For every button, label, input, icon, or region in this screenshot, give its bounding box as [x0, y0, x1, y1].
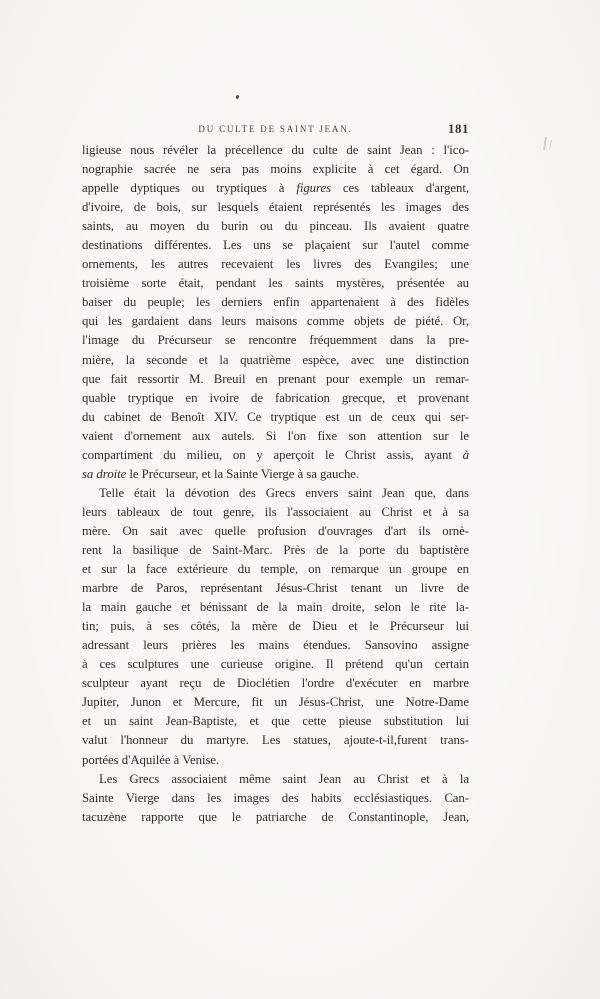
text-segment: troisième sorte était, pendant les saints mystères, présentée au — [82, 276, 469, 291]
text-line — [82, 331, 469, 350]
text-segment: Telle était la dévotion des Grecs envers saint Jean que, dans — [99, 485, 469, 500]
text-segment: nographie sacrée ne sera pas moins explicite à cet égard. On — [82, 162, 469, 177]
text-line — [82, 389, 469, 408]
text-segment: valut l'honneur du martyre. Les statues, ajoute-t-il,furent trans- — [82, 733, 469, 748]
text-segment: ces tableaux d'argent, — [331, 181, 470, 196]
text-line — [82, 617, 469, 636]
text-segment: sculpteur ayant reçu de Dioclétien l'ordre d'exécuter en marbre — [82, 676, 469, 691]
text-segment: ligieuse nous révéler la précellence du culte de saint Jean : l'ico- — [82, 143, 469, 157]
text-segment: Jupiter, Junon et Mercure, fit un Jésus-Christ, une Notre-Dame — [82, 695, 469, 710]
text-segment: mère. On sait avec quelle profusion d'ouvrages d'art ils ornè- — [82, 523, 469, 538]
text-segment: l'image du Précurseur se rencontre fréquemment dans la pre- — [82, 333, 469, 348]
text-line — [82, 808, 469, 827]
text-segment: leurs tableaux de tout genre, ils l'associaient au Christ et à sa — [82, 504, 469, 519]
scan-mark — [543, 137, 547, 150]
text-segment: saints, au moyen du burin ou du pinceau. Ils avaient quatre — [82, 219, 469, 234]
text-line — [82, 141, 469, 160]
text-line — [82, 370, 469, 389]
text-line — [82, 770, 469, 789]
scan-mark — [549, 140, 552, 150]
text-line — [82, 731, 469, 750]
text-segment: destinations différentes. Les uns se plaçaient sur l'autel comme — [82, 238, 469, 253]
text-line — [82, 522, 469, 541]
text-line — [82, 484, 469, 503]
text-line — [82, 236, 469, 255]
text-line — [82, 160, 469, 179]
text-segment: compartiment du milieu, on y aperçoit le Christ assis, ayant — [82, 447, 463, 462]
text-segment: adressant leurs prières les mains étendues. Sansovino assigne — [82, 638, 469, 653]
text-line — [82, 312, 469, 331]
text-line — [82, 560, 469, 579]
text-line — [82, 598, 469, 617]
text-segment: Les Grecs associaient même saint Jean au Christ et à la — [99, 771, 469, 786]
text-segment: du cabinet de Benoît XIV. Ce tryptique est un de ceux qui ser- — [82, 409, 469, 424]
text-segment: tacuzène rapporte que le patriarche de Constantinople, Jean, — [82, 809, 469, 824]
text-segment: le Précurseur, et la Sainte Vierge à sa gauche. — [126, 466, 360, 481]
text-line — [82, 789, 469, 808]
text-line — [82, 198, 469, 217]
text-line — [82, 293, 469, 312]
text-segment: baiser du peuple; les derniers enfin appartenaient à des fidèles — [82, 295, 469, 310]
text-line — [82, 217, 469, 236]
text-line — [82, 693, 469, 712]
text-segment: à ces sculptures une curieuse origine. Il prétend qu'un certain — [82, 657, 469, 672]
text-segment: et sur la face extérieure du temple, on remarque un groupe en — [82, 562, 469, 577]
text-segment: rent la basilique de Saint-Marc. Près de la porte du baptistère — [82, 542, 469, 557]
text-line — [82, 503, 469, 522]
text-segment: et un saint Jean-Baptiste, et que cette pieuse substitution lui — [82, 714, 469, 729]
paragraph — [82, 484, 469, 770]
text-segment: mière, la seconde et la quatrième espèce, avec une distinction — [82, 352, 469, 367]
scan-speck — [235, 95, 239, 100]
text-segment: marbre de Paros, représentant Jésus-Christ tenant un livre de — [82, 581, 469, 596]
paragraph — [82, 141, 469, 484]
text-line — [82, 674, 469, 693]
text-line — [82, 636, 469, 655]
italic-text: à — [462, 447, 469, 462]
text-segment: la main gauche et bénissant de la main droite, selon le rite la- — [82, 600, 469, 615]
text-segment: tin; puis, à ses côtés, la mère de Dieu et le Précurseur lui — [82, 619, 469, 634]
text-line — [82, 255, 469, 274]
text-line — [82, 446, 469, 465]
text-line — [82, 179, 469, 198]
text-line — [82, 751, 469, 770]
text-segment: d'ivoire, de bois, sur lesquels étaient représentés les images des — [82, 200, 469, 215]
text-line — [82, 541, 469, 560]
text-segment: quable tryptique en ivoire de fabrication grecque, et provenant — [82, 390, 469, 405]
text-line — [82, 351, 469, 370]
text-segment: que fait ressortir M. Breuil en prenant pour exemple un remar- — [82, 371, 469, 386]
text-segment: portées d'Aquilée à Venise. — [82, 752, 220, 767]
text-line — [82, 274, 469, 293]
page-body — [82, 141, 469, 827]
text-segment: appelle dyptiques ou tryptiques à — [82, 181, 297, 196]
page-number: 181 — [448, 121, 469, 136]
text-line — [82, 712, 469, 731]
text-segment: vaient d'ornement aux autels. Si l'on fixe son attention sur le — [82, 428, 469, 443]
text-line — [82, 465, 469, 484]
italic-text: sa droite — [82, 466, 127, 481]
text-segment: ornements, les autres recevaient les livres des Evangiles; une — [82, 257, 469, 272]
running-title: DU CULTE DE SAINT JEAN. — [198, 124, 353, 134]
running-header — [82, 121, 469, 137]
paragraph — [82, 770, 469, 827]
text-line — [82, 579, 469, 598]
text-line — [82, 655, 469, 674]
text-line — [82, 408, 469, 427]
text-segment: Sainte Vierge dans les images des habits ecclésiastiques. Can- — [82, 790, 469, 805]
text-line — [82, 427, 469, 446]
italic-text: figures — [296, 181, 332, 196]
text-segment: qui les gardaient dans leurs maisons comme objets de piété. Or, — [82, 314, 469, 329]
